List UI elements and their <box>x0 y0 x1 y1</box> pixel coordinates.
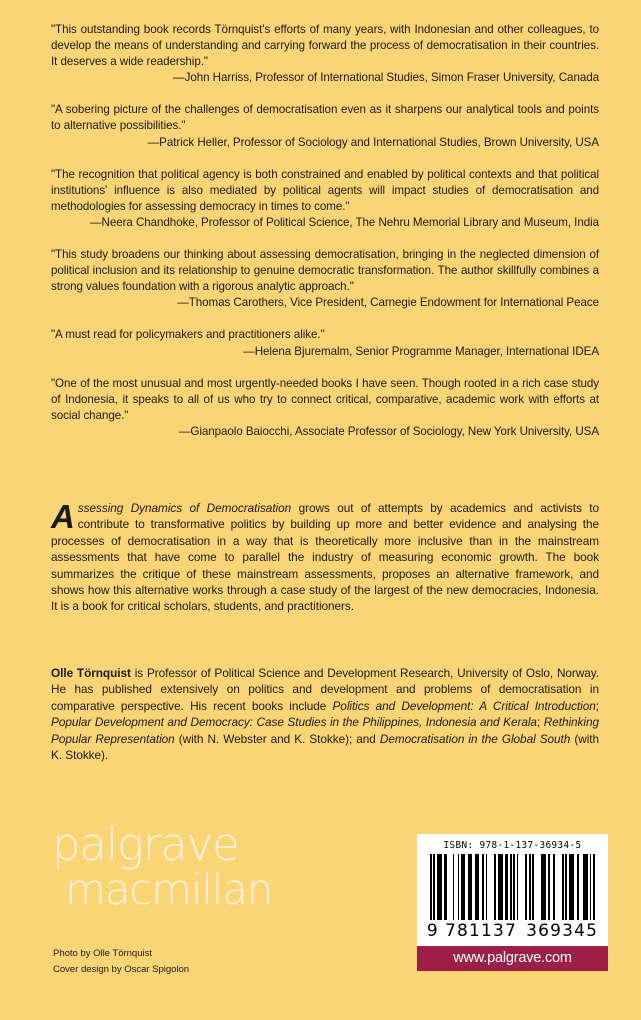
related-book-title-3: Rethinking Popular Representation <box>51 715 599 746</box>
endorsement-attribution: —Patrick Heller, Professor of Sociology and International Studies, Brown University, USA <box>147 135 599 149</box>
ean-group-2: 369345 <box>526 921 599 941</box>
bio-separator-2: ; <box>536 715 544 730</box>
ean-digits <box>417 920 608 946</box>
drop-cap-letter: A <box>51 498 75 535</box>
endorsement-quote: "This study broadens our thinking about assessing democratisation, bringing in the neglected dimension of political inclusion and its relationship to genuine democratic transformation. The author skillfully combines a strong values foundation with a rigorous analytic approach." <box>51 248 599 294</box>
endorsement-attribution: —Neera Chandhoke, Professor of Political Science, The Nehru Memorial Library and Museum, India <box>89 215 599 229</box>
endorsement-attribution: —Gianpaolo Baiocchi, Associate Professor of Sociology, New York University, USA <box>178 424 599 438</box>
barcode-bars <box>430 854 595 920</box>
endorsement-attribution: —Helena Bjuremalm, Senior Programme Manager, International IDEA <box>243 344 599 358</box>
bio-text-part2: (with N. Webster and K. Stokke); and <box>174 731 380 746</box>
endorsement-attribution: —John Harriss, Professor of International Studies, Simon Fraser University, Canada <box>173 71 599 85</box>
barcode-block <box>417 834 608 971</box>
endorsement-item <box>51 102 599 150</box>
book-title-italic: ssessing Dynamics of Democratisation <box>77 501 292 515</box>
design-credit: Cover design by Oscar Spigolon <box>53 963 190 975</box>
bio-text-part1: is Professor of Political Science and Development Research, University of Oslo, Norway. He has published extensively on politics and development and problems of democratisation in comparative perspective. His recent books include <box>51 666 599 713</box>
endorsement-quote: "The recognition that political agency is both constrained and enabled by political contexts and that political institutions' influence is also mediated by political agents will impact studies of democratisation and methodologies for assessing democracy in times to come." <box>51 167 599 213</box>
related-book-title-4: Democratisation in the Global South <box>379 731 571 746</box>
endorsement-item <box>51 376 599 440</box>
isbn-text: ISBN: 978-1-137-36934-5 <box>443 840 582 851</box>
description-body: grows out of attempts by academics and activists to contribute to transformative politics by building up more and better evidence and analysing the processes of democratisation in a way that is theoretically more inclusive than in the mainstream assessments that have come to parallel the industry of measuring economic growth. The book summarizes the critique of these mainstream assessments, proposes an alternative framework, and shows how this alternative works through a case study of the largest of the new democracies, Indonesia. It is a book for critical scholars, students, and practitioners. <box>51 501 599 614</box>
endorsement-item <box>51 22 599 86</box>
publisher-logo-line-1: palgrave <box>52 818 239 871</box>
author-bio <box>51 665 599 763</box>
book-description <box>51 500 599 615</box>
endorsement-quote: "A sobering picture of the challenges of democratisation even as it sharpens our analytical tools and points to alternative possibilities." <box>51 103 599 133</box>
cover-credits <box>53 946 189 977</box>
bio-separator-1: ; <box>595 698 599 713</box>
bio-text-part3: (with K. Stokke). <box>51 731 600 763</box>
endorsement-item <box>51 167 599 231</box>
publisher-url: www.palgrave.com <box>417 946 608 971</box>
photo-credit: Photo by Olle Törnquist <box>53 948 152 959</box>
ean-group-1: 781137 <box>444 921 518 941</box>
endorsements-section <box>51 22 599 440</box>
endorsement-item <box>51 247 599 311</box>
related-book-title-2: Popular Development and Democracy: Case Studies in the Philippines, Indonesia and Kerala <box>51 715 537 730</box>
endorsement-item <box>51 327 599 359</box>
endorsement-attribution: —Thomas Carothers, Vice President, Carnegie Endowment for International Peace <box>177 296 599 310</box>
related-book-title-1: Politics and Development: A Critical Introduction <box>332 698 596 713</box>
author-name: Olle Törnquist <box>51 666 131 680</box>
endorsement-quote: "One of the most unusual and most urgently-needed books I have seen. Though rooted in a rich case study of Indonesia, it speaks to all of us who try to connect critical, comparative, academic work with efforts at social change." <box>51 376 599 422</box>
ean-first-digit: 9 <box>426 921 438 941</box>
endorsement-quote: "A must read for policymakers and practitioners alike." <box>51 328 325 342</box>
endorsement-quote: "This outstanding book records Törnquist's efforts of many years, with Indonesian and other colleagues, to develop the means of understanding and carrying forward the process of democratisation in their countries. It deserves a wide readership." <box>51 23 599 69</box>
publisher-logo <box>52 818 273 914</box>
publisher-logo-line-2: macmillan <box>65 865 273 914</box>
